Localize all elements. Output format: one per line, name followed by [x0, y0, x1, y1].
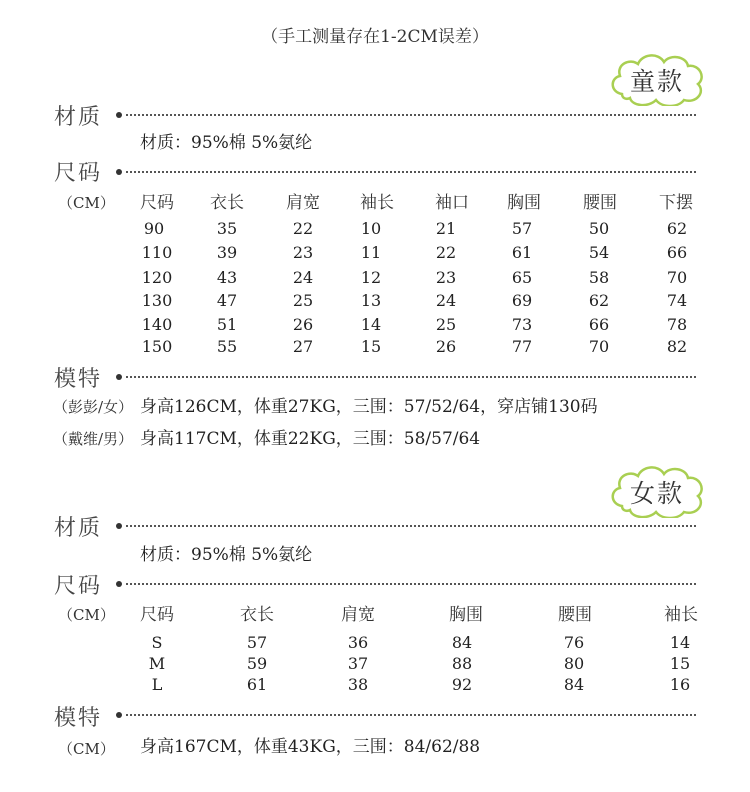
table-cell: 37 [347, 654, 369, 673]
table-cell: 35 [216, 219, 238, 238]
table-cell: 10 [360, 219, 382, 238]
table-cell: 26 [292, 315, 314, 334]
table-cell: 66 [666, 243, 688, 262]
table-cell: 25 [435, 315, 457, 334]
kids-model-name: （彭彭/女） [53, 398, 134, 416]
table-cell: 120 [141, 268, 173, 287]
table-cell: 57 [511, 219, 533, 238]
kids-header-cell: 袖口 [435, 193, 469, 213]
women-header-cell: 衣长 [240, 605, 274, 625]
kids-model-info: 身高117CM，体重22KG，三围：58/57/64 [140, 429, 481, 449]
women-model-label: 模特 [54, 706, 103, 731]
kids-material-bullet [116, 112, 122, 118]
table-cell: 84 [451, 633, 473, 652]
table-cell: 62 [588, 291, 610, 310]
table-cell: 23 [435, 268, 457, 287]
table-cell: M [148, 654, 166, 673]
kids-header-cell: 衣长 [210, 193, 244, 213]
table-cell: 24 [435, 291, 457, 310]
kids-model-name: （戴维/男） [53, 430, 134, 448]
table-cell: 25 [292, 291, 314, 310]
table-cell: 22 [435, 243, 457, 262]
table-cell: 39 [216, 243, 238, 262]
table-cell: 140 [141, 315, 173, 334]
table-cell: 15 [360, 337, 382, 356]
kids-size-unit: （CM） [58, 194, 115, 212]
table-cell: 110 [141, 243, 173, 262]
women-badge-label: 女款 [630, 479, 685, 508]
table-cell: 58 [588, 268, 610, 287]
table-cell: 66 [588, 315, 610, 334]
measurement-note: （手工测量存在1-2CM误差） [261, 27, 489, 47]
table-cell: 61 [246, 675, 268, 694]
table-cell: 80 [563, 654, 585, 673]
table-cell: 73 [511, 315, 533, 334]
kids-header-cell: 下摆 [659, 193, 693, 213]
table-cell: 57 [246, 633, 268, 652]
kids-model-label: 模特 [54, 367, 103, 392]
table-cell: 150 [141, 337, 173, 356]
table-cell: 50 [588, 219, 610, 238]
table-cell: L [151, 675, 163, 694]
kids-material-label: 材质 [54, 105, 103, 130]
table-cell: 70 [588, 337, 610, 356]
women-header-cell: 袖长 [664, 605, 698, 625]
table-cell: 78 [666, 315, 688, 334]
table-cell: 11 [360, 243, 382, 262]
table-cell: 90 [143, 219, 165, 238]
table-cell: 61 [511, 243, 533, 262]
table-cell: 77 [511, 337, 533, 356]
kids-badge-label: 童款 [630, 67, 685, 96]
table-cell: 65 [511, 268, 533, 287]
table-cell: 130 [141, 291, 173, 310]
table-cell: 76 [563, 633, 585, 652]
table-cell: 22 [292, 219, 314, 238]
kids-model-info: 身高126CM，体重27KG，三围：57/52/64，穿店铺130码 [140, 397, 598, 417]
table-cell: 59 [246, 654, 268, 673]
kids-header-cell: 肩宽 [286, 193, 320, 213]
table-cell: 21 [435, 219, 457, 238]
women-header-cell: 胸围 [449, 605, 483, 625]
women-model-unit: （CM） [58, 740, 115, 758]
kids-model-bullet [116, 374, 122, 380]
table-cell: 51 [216, 315, 238, 334]
table-cell: 54 [588, 243, 610, 262]
women-size-divider [126, 583, 696, 585]
kids-model-divider [126, 376, 696, 378]
women-model-divider [126, 714, 696, 716]
table-cell: 15 [669, 654, 691, 673]
table-cell: 84 [563, 675, 585, 694]
table-cell: 26 [435, 337, 457, 356]
table-cell: 62 [666, 219, 688, 238]
table-cell: 70 [666, 268, 688, 287]
women-material-bullet [116, 523, 122, 529]
table-cell: 92 [451, 675, 473, 694]
table-cell: 36 [347, 633, 369, 652]
table-cell: 14 [669, 633, 691, 652]
table-cell: 74 [666, 291, 688, 310]
table-cell: 27 [292, 337, 314, 356]
table-cell: 82 [666, 337, 688, 356]
women-model-info: 身高167CM，体重43KG，三围：84/62/88 [140, 737, 481, 757]
table-cell: S [151, 633, 163, 652]
table-cell: 16 [669, 675, 691, 694]
women-header-cell: 肩宽 [341, 605, 375, 625]
table-cell: 24 [292, 268, 314, 287]
kids-size-label: 尺码 [54, 161, 103, 186]
table-cell: 43 [216, 268, 238, 287]
table-cell: 88 [451, 654, 473, 673]
table-cell: 12 [360, 268, 382, 287]
kids-material-divider [126, 114, 696, 116]
women-size-bullet [116, 581, 122, 587]
women-header-cell: 尺码 [140, 605, 174, 625]
table-cell: 38 [347, 675, 369, 694]
table-cell: 47 [216, 291, 238, 310]
kids-header-cell: 腰围 [583, 193, 617, 213]
women-material-divider [126, 525, 696, 527]
women-material-value: 材质：95%棉 5%氨纶 [140, 545, 313, 565]
table-cell: 69 [511, 291, 533, 310]
kids-header-cell: 胸围 [507, 193, 541, 213]
table-cell: 55 [216, 337, 238, 356]
women-material-label: 材质 [54, 516, 103, 541]
women-header-cell: 腰围 [558, 605, 592, 625]
kids-header-cell: 袖长 [360, 193, 394, 213]
kids-material-value: 材质：95%棉 5%氨纶 [140, 133, 313, 153]
women-size-unit: （CM） [58, 606, 115, 624]
women-model-bullet [116, 712, 122, 718]
kids-size-bullet [116, 169, 122, 175]
table-cell: 13 [360, 291, 382, 310]
table-cell: 14 [360, 315, 382, 334]
kids-size-divider [126, 171, 696, 173]
table-cell: 23 [292, 243, 314, 262]
women-size-label: 尺码 [54, 574, 103, 599]
kids-header-cell: 尺码 [140, 193, 174, 213]
